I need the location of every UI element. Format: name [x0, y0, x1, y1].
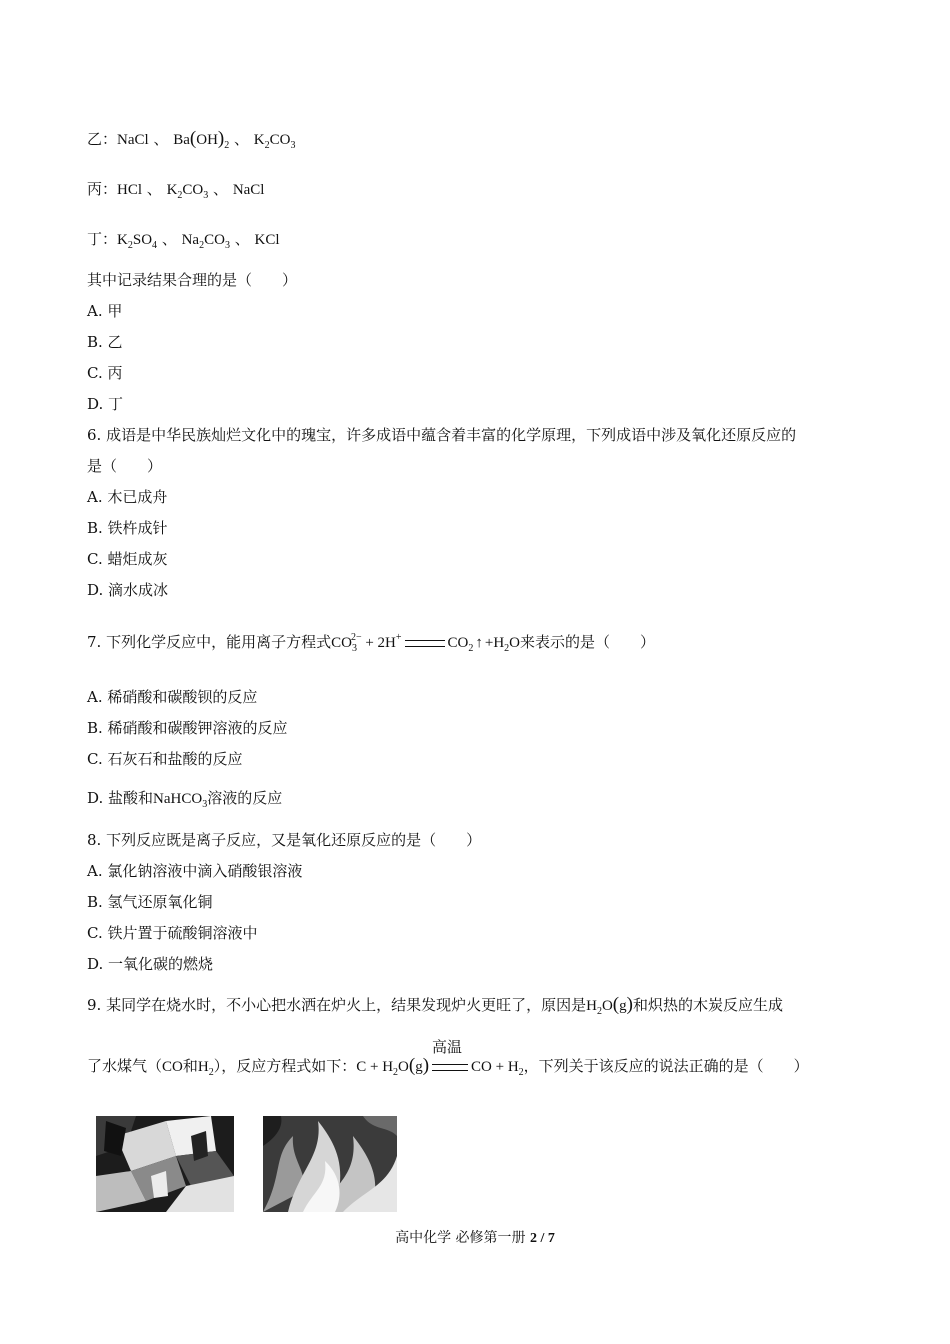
q7-option-b[interactable]: B. 稀硝酸和碳酸钾溶液的反应 — [87, 719, 288, 737]
reaction-equation: $C + H_2O(g)$ 高温 CO + $H_2$ — [356, 1040, 524, 1078]
formula-nacl: NaCl — [117, 132, 149, 148]
record-label: 丁： — [87, 230, 118, 248]
q9-stem-line1: 9. 某同学在烧水时，不小心把水洒在炉火上，结果发现炉火更旺了，原因是$H_2O(g)$和炽热的木炭反应生成 — [87, 994, 783, 1017]
q5-option-a[interactable]: A. 甲 — [87, 302, 123, 320]
record-label: 丙： — [87, 180, 118, 198]
q6-stem-line2: 是（ ） — [87, 457, 163, 475]
q6-stem-line1: 6. 成语是中华民族灿烂文化中的瑰宝，许多成语中蕴含着丰富的化学原理，下列成语中涉及氧化还原反应的 — [87, 426, 797, 444]
q6-option-c[interactable]: C. 蜡炬成灰 — [87, 550, 168, 568]
ionic-equation: $CO_3^{2-} + 2H^+$ $CO_2$ ↑ $+H_2O$ — [331, 632, 520, 654]
record-bing: 丙：HCl 、 $K_2CO_3$ 、 NaCl — [87, 180, 265, 201]
q8-option-a[interactable]: A. 氯化钠溶液中滴入硝酸银溶液 — [87, 862, 303, 880]
formula-k2co3: $K_2CO_3$ — [253, 132, 296, 151]
flame-photo — [263, 1116, 401, 1212]
q6-option-a[interactable]: A. 木已成舟 — [87, 488, 168, 506]
q5-option-c[interactable]: C. 丙 — [87, 364, 123, 382]
q8-stem: 8. 下列反应既是离子反应，又是氧化还原反应的是（ ） — [87, 831, 482, 849]
q5-stem: 其中记录结果合理的是（ ） — [87, 271, 298, 289]
formula-h2o-g: $H_2O(g)$ — [586, 994, 633, 1017]
q7-option-a[interactable]: A. 稀硝酸和碳酸钡的反应 — [87, 688, 258, 706]
record-ding: 丁：$K_2SO_4$ 、 $Na_2CO_3$ 、 KCl — [87, 230, 280, 251]
reaction-condition: 高温 — [432, 1040, 463, 1057]
q7-option-d[interactable]: D. 盐酸和NaHCO$_3$溶液的反应 — [87, 789, 283, 810]
page-footer — [0, 1229, 950, 1248]
q6-option-d[interactable]: D. 滴水成冰 — [87, 581, 169, 599]
q8-option-c[interactable]: C. 铁片置于硫酸铜溶液中 — [87, 924, 258, 942]
formula-baoh2: $Ba(OH)_2$ — [173, 128, 230, 151]
record-label: 乙： — [87, 130, 118, 148]
q7-stem: 7. 下列化学反应中，能用离子方程式$CO_3^{2-} + 2H^+$ $CO_2$ ↑ $+H_2O$来表示的是（ ） — [87, 632, 656, 654]
q6-option-b[interactable]: B. 铁杵成针 — [87, 519, 168, 537]
q8-option-b[interactable]: B. 氢气还原氧化铜 — [87, 893, 213, 911]
q7-option-c[interactable]: C. 石灰石和盐酸的反应 — [87, 750, 243, 768]
q8-option-d[interactable]: D. 一氧化碳的燃烧 — [87, 955, 214, 973]
formula-nahco3: NaHCO$_3$ — [153, 791, 208, 810]
record-yi: 乙：NaCl 、 $Ba(OH)_2$ 、 $K_2CO_3$ — [87, 128, 296, 151]
page-number: 2 / 7 — [530, 1231, 555, 1246]
q9-stem-line2: 了水煤气（CO和$H_2$），反应方程式如下：$C + H_2O(g)$ 高温 CO + $H_2$，下列关于该反应的说法正确的是（ ） — [87, 1040, 809, 1078]
q5-option-d[interactable]: D. 丁 — [87, 395, 124, 413]
burning-charcoal-photo — [96, 1116, 234, 1212]
footer-subject: 高中化学 必修第一册 — [395, 1230, 526, 1246]
q5-option-b[interactable]: B. 乙 — [87, 333, 123, 351]
